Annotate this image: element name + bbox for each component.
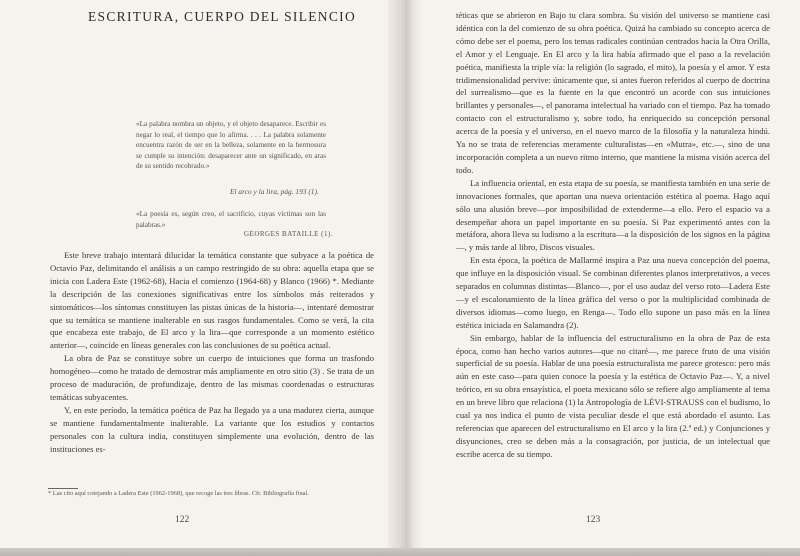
paragraph: La influencia oriental, en esta etapa de su poesía, se manifiesta también en una serie de innovaciones formales, que aportan una nueva orientación estética al poema. Hago aquí sólo una alusión breve—por imposibilidad de extenderme—a ello. Pero el espacio va a desempeñar ahora un papel importante en su poesía. Si Paz experimentó antes con la metáfora, ahora lleva su ludismo a la escritura—a la disposición de los signos en la página—, y más tarde al libro, Discos visuales. xyxy=(456,177,770,253)
page-edge-shadow xyxy=(0,548,800,556)
epigraph-citation: GEORGES BATAILLE (1). xyxy=(244,230,334,238)
paragraph: La obra de Paz se constituye sobre un cuerpo de intuiciones que forma un trasfondo homogéneo—como he tratado de demostrar más ampliamente en otro sitio (3) . Se trata de un proceso de maduración, de profundizaje, dentro de las mismas coordenadas o estructuras temáticas subyacentes. xyxy=(50,353,374,402)
body-text xyxy=(50,249,374,456)
left-page xyxy=(0,0,390,548)
paragraph: Y, en este período, la temática poética de Paz ha llegado ya a una madurez cierta, aunque se mantiene fundamentalmente inalterable. La variante que los estudios y contactos personales con la cultura india, constituyen simplemente una evolución, dentro de las instituciones es- xyxy=(50,404,374,454)
epigraph-quote: «La palabra nombra un objeto, y el objeto desaparece. Escribir es negar lo real, el tiempo que lo afirma. . . . La palabra solamente encuentra razón de ser en la belleza, solamente en la hermosura se cumple su intención: desaparecer ante un significado, en aras de su sentido recobrado.» xyxy=(136,120,326,171)
page-number: 122 xyxy=(175,515,190,525)
epigraph-quote: «La poesía es, según creo, el sacrificio, cuyas víctimas son las palabras.» xyxy=(136,210,326,229)
page-number: 123 xyxy=(586,515,601,525)
paragraph: Sin embargo, hablar de la influencia del estructuralismo en la obra de Paz de esta época, como han hecho varios autores—que no citaré—, me parece fruto de una visión superficial de su poesía. Hablar de una poesía estructuralista me parece grotesco: pero más aún en este caso—para quien conoce la poesía y la estética de Octavio Paz—. Y, a nivel teórico, en su obra ensayística, el poeta mexicano sólo se refiere algo ampliamente al tema en un breve libro que relaciona (1) la Antropología de LÉVI-STRAUSS con el budismo, lo cual ya nos indica el punto de vista peculiar desde el que está abordado el asunto. Las referencias que aparecen del estructuralismo en El arco y la lira (2.ª ed.) y Conjunciones y disyunciones, creo se deben más a la consagración, por justicia, de un intelectual que escribe acerca de su tiempo. xyxy=(456,332,770,459)
footnote: * Las cito aquí cotejando a Ladera Este (1962-1968), que recoge las tres libras. Cfr. Bibliografía final. xyxy=(48,490,309,497)
paragraph: Este breve trabajo intentará dilucidar la temática constante que subyace a la poética de Octavio Paz, delimitando el análisis a un campo restringido de su obra: aquella etapa que se inicia con Ladera Este (1962-68), Hacia el comienzo (1964-68) y Blanco (1966) *. Mediante la descripción de las conexiones significativas entre los símbolos más reiterados y sintomáticos—los síntomas constituyen las pistas únicas de la historia—, intentaré demostrar que su temática se mantiene inalterable en sus rasgos fundamentales. Como se verá, la cita que encabeza este trabajo, de El arco y la lira—que corresponde a un momento estético anterior—, coincide en líneas generales con las conclusiones de su poética actual. xyxy=(50,250,374,351)
running-title: ESCRITURA, CUERPO DEL SILENCIO xyxy=(88,9,357,24)
epigraph-citation xyxy=(230,187,319,196)
paragraph: téticas que se abrieron en Bajo tu clara sombra. Su visión del universo se mantiene casi idéntica con la del comienzo de su obra poética. Quizá ha cambiado su concepto acerca de cómo debe ser el poema, pero los temas radicales continúan centrados hacia la Otra Orilla, el Amor y el Lenguaje. En El arco y la lira había afirmado que el paso a la revelación poética, manifiesta la triple vía: la religión (lo sagrado, el mito), la poesía y el amor. Y esta tridimensionalidad pervive: únicamente que, si antes fueron referidos al cuerpo de doctrina del surrealismo—que es la fuente en la que encontró un acorde con sus intuiciones brillantes y personales—, el panorama intelectual ha variado con el tiempo. Paz ha tomado contacto con el estructuralismo y, sobre todo, ha enriquecido su concepción personal acerca de la poesía y el universo, en el nuevo marco de la filosofía y la naturaleza hindú. Ya no se trata de referencias meramente culturalistas—en «Mutra», etc.—, sino de una incorporación completa a un nuevo ritmo interno, que mantiene la misma visión acerca del todo. xyxy=(456,10,770,175)
body-text xyxy=(456,9,770,461)
footnote-divider xyxy=(48,488,78,489)
paragraph: En esta época, la poética de Mallarmé inspira a Paz una nueva concepción del poema, que influye en la disposición visual. Se combinan diferentes planos interpretativos, a veces separados en columnas distintas—Blanco—, por el uso audaz del verso roto—Ladera Este—y el escalonamiento de la línea gráfica del verso o por la multiplicidad combinada de diversos idiomas—como luego, en Renga—. Todo ello supone un paso más en la línea estética iniciada en Salamandra (2). xyxy=(456,255,770,330)
book-gutter xyxy=(388,0,422,548)
right-page xyxy=(422,0,800,548)
epigraph-citation-text: El arco y la lira, pág. 193 (1). xyxy=(230,187,319,196)
